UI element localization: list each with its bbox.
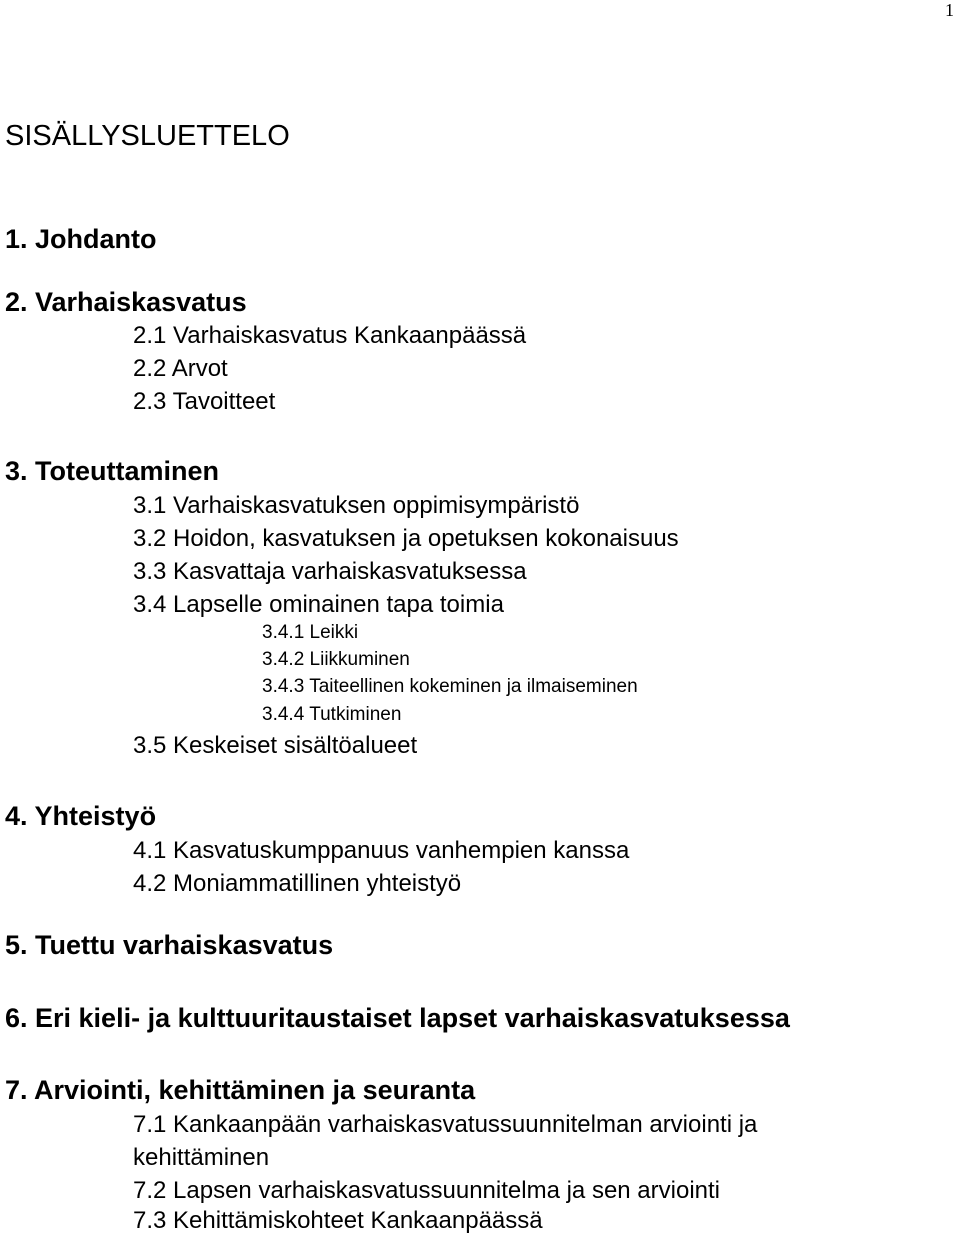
toc-section-1: 1. Johdanto: [5, 224, 157, 254]
toc-section-3-4: 3.4 Lapselle ominainen tapa toimia: [133, 591, 504, 618]
toc-section-3-4-4: 3.4.4 Tutkiminen: [262, 704, 402, 725]
toc-section-7-1-continued: kehittäminen: [133, 1144, 270, 1171]
toc-section-7-2: 7.2 Lapsen varhaiskasvatussuunnitelma ja sen arviointi: [133, 1177, 721, 1204]
toc-section-5: 5. Tuettu varhaiskasvatus: [5, 930, 334, 960]
toc-section-3-2: 3.2 Hoidon, kasvatuksen ja opetuksen kokonaisuus: [133, 525, 679, 552]
toc-section-6: 6. Eri kieli- ja kulttuuritaustaiset lapset varhaiskasvatuksessa: [5, 1003, 790, 1033]
toc-section-4-2: 4.2 Moniammatillinen yhteistyö: [133, 870, 462, 897]
page-title: SISÄLLYSLUETTELO: [5, 120, 290, 152]
toc-section-3-4-2: 3.4.2 Liikkuminen: [262, 649, 410, 670]
toc-section-7-1: 7.1 Kankaanpään varhaiskasvatussuunnitelman arviointi ja: [133, 1111, 758, 1138]
toc-section-3-4-3: 3.4.3 Taiteellinen kokeminen ja ilmaiseminen: [262, 676, 638, 697]
toc-section-2-3: 2.3 Tavoitteet: [133, 388, 276, 415]
toc-section-2-1: 2.1 Varhaiskasvatus Kankaanpäässä: [133, 322, 527, 349]
toc-section-7: 7. Arviointi, kehittäminen ja seuranta: [5, 1075, 476, 1105]
toc-section-4: 4. Yhteistyö: [5, 801, 157, 831]
toc-section-3-1: 3.1 Varhaiskasvatuksen oppimisympäristö: [133, 492, 580, 519]
toc-section-2-2: 2.2 Arvot: [133, 355, 228, 382]
toc-section-4-1: 4.1 Kasvatuskumppanuus vanhempien kanssa: [133, 837, 630, 864]
toc-section-2: 2. Varhaiskasvatus: [5, 287, 247, 317]
toc-section-3-3: 3.3 Kasvattaja varhaiskasvatuksessa: [133, 558, 527, 585]
toc-section-3: 3. Toteuttaminen: [5, 456, 220, 486]
toc-section-3-5: 3.5 Keskeiset sisältöalueet: [133, 732, 418, 759]
page-number: 1: [945, 0, 954, 20]
toc-section-3-4-1: 3.4.1 Leikki: [262, 622, 359, 643]
toc-section-7-3: 7.3 Kehittämiskohteet Kankaanpäässä: [133, 1207, 543, 1234]
